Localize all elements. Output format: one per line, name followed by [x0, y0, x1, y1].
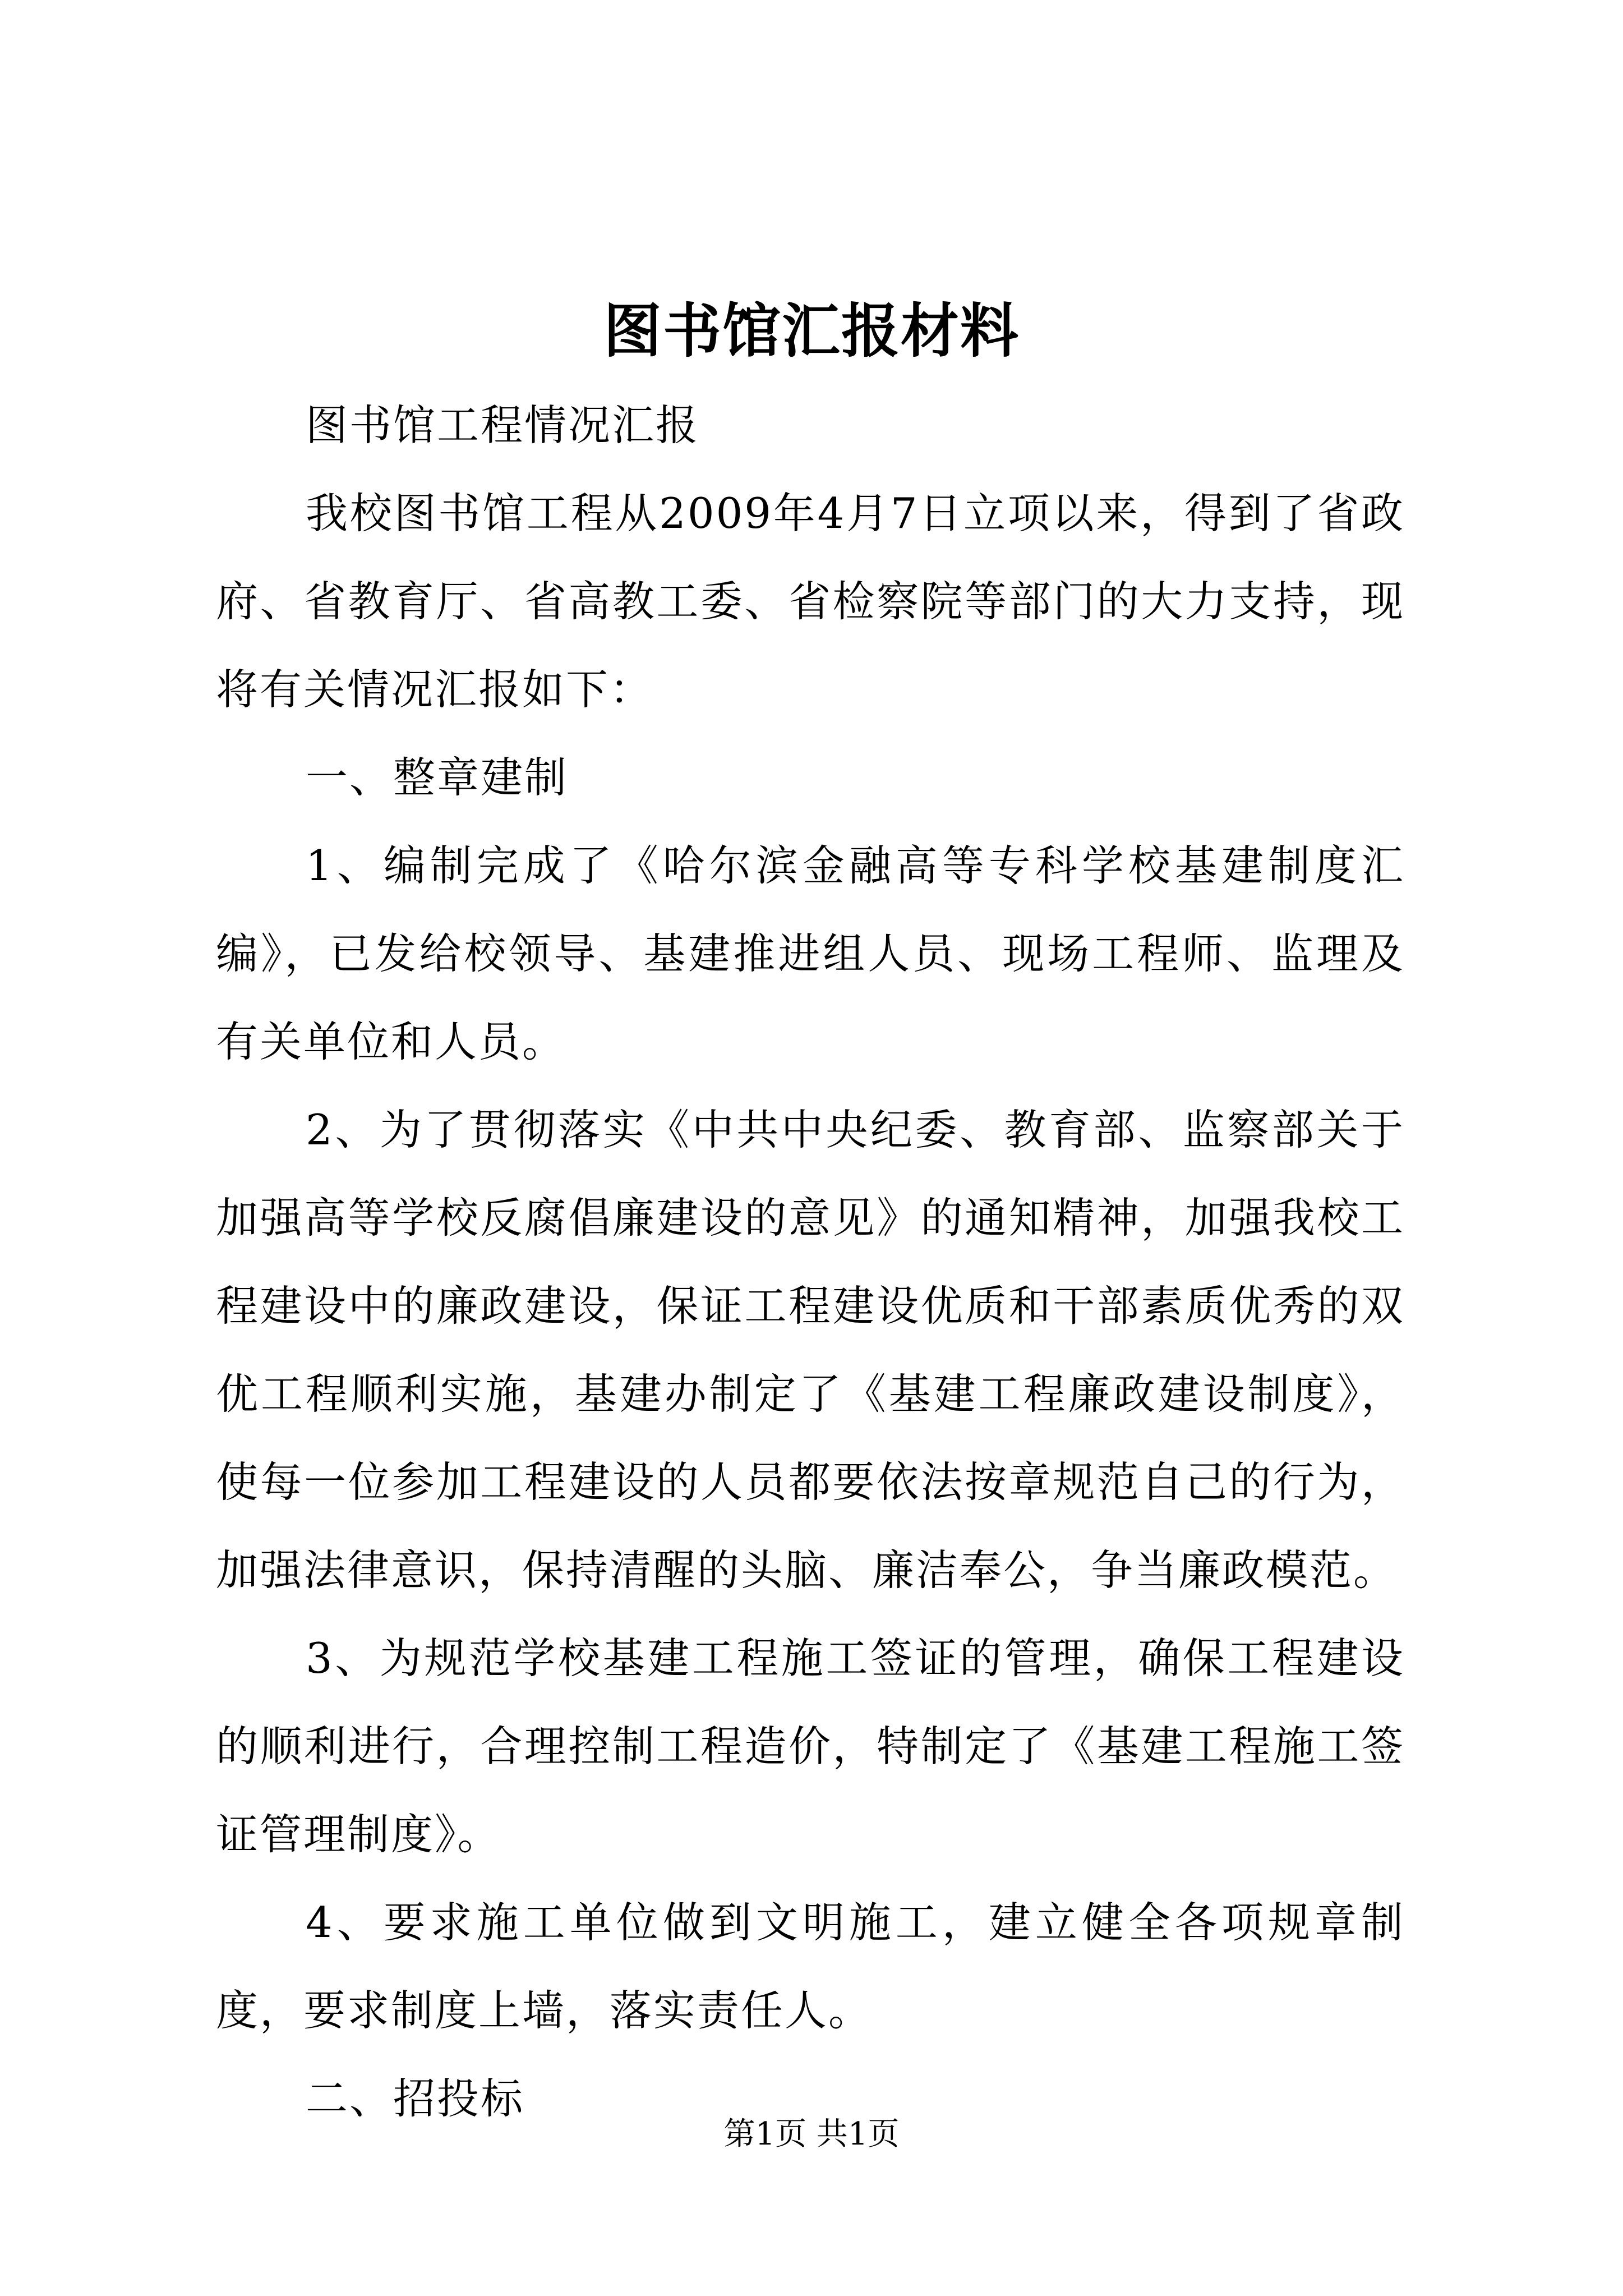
paragraph-item-3: 3、为规范学校基建工程施工签证的管理，确保工程建设的顺利进行，合理控制工程造价，特制定了《基建工程施工签证管理制度》。	[216, 1634, 1405, 1859]
paragraph-item-2: 2、为了贯彻落实《中共中央纪委、教育部、监察部关于加强高等学校反腐倡廉建设的意见》的通知精神，加强我校工程建设中的廉政建设，保证工程建设优质和干部素质优秀的双优工程顺利实施，基建办制定了《基建工程廉政建设制度》，使每一位参加工程建设的人员都要依法按章规范自己的行为，加强法律意识，保持清醒的头脑、廉洁奉公，争当廉政模范。	[216, 1105, 1405, 1595]
paragraph-item-4: 4、要求施工单位做到文明施工，建立健全各项规章制度，要求制度上墙，落实责任人。	[216, 1898, 1405, 2035]
paragraph-item-1: 1、编制完成了《哈尔滨金融高等专科学校基建制度汇编》，已发给校领导、基建推进组人员、现场工程师、监理及有关单位和人员。	[216, 841, 1405, 1066]
document-body	[216, 381, 1405, 2143]
paragraph-subtitle: 图书馆工程情况汇报	[306, 401, 700, 450]
page-footer: 第1页 共1页	[723, 2116, 900, 2152]
paragraph-intro: 我校图书馆工程从2009年4月7日立项以来，得到了省政府、省教育厅、省高教工委、省检察院等部门的大力支持，现将有关情况汇报如下：	[216, 489, 1405, 714]
section-heading-1: 一、整章建制	[306, 753, 569, 802]
document-title: 图书馆汇报材料	[603, 296, 1020, 365]
section-heading-2: 二、招投标	[306, 2074, 525, 2123]
